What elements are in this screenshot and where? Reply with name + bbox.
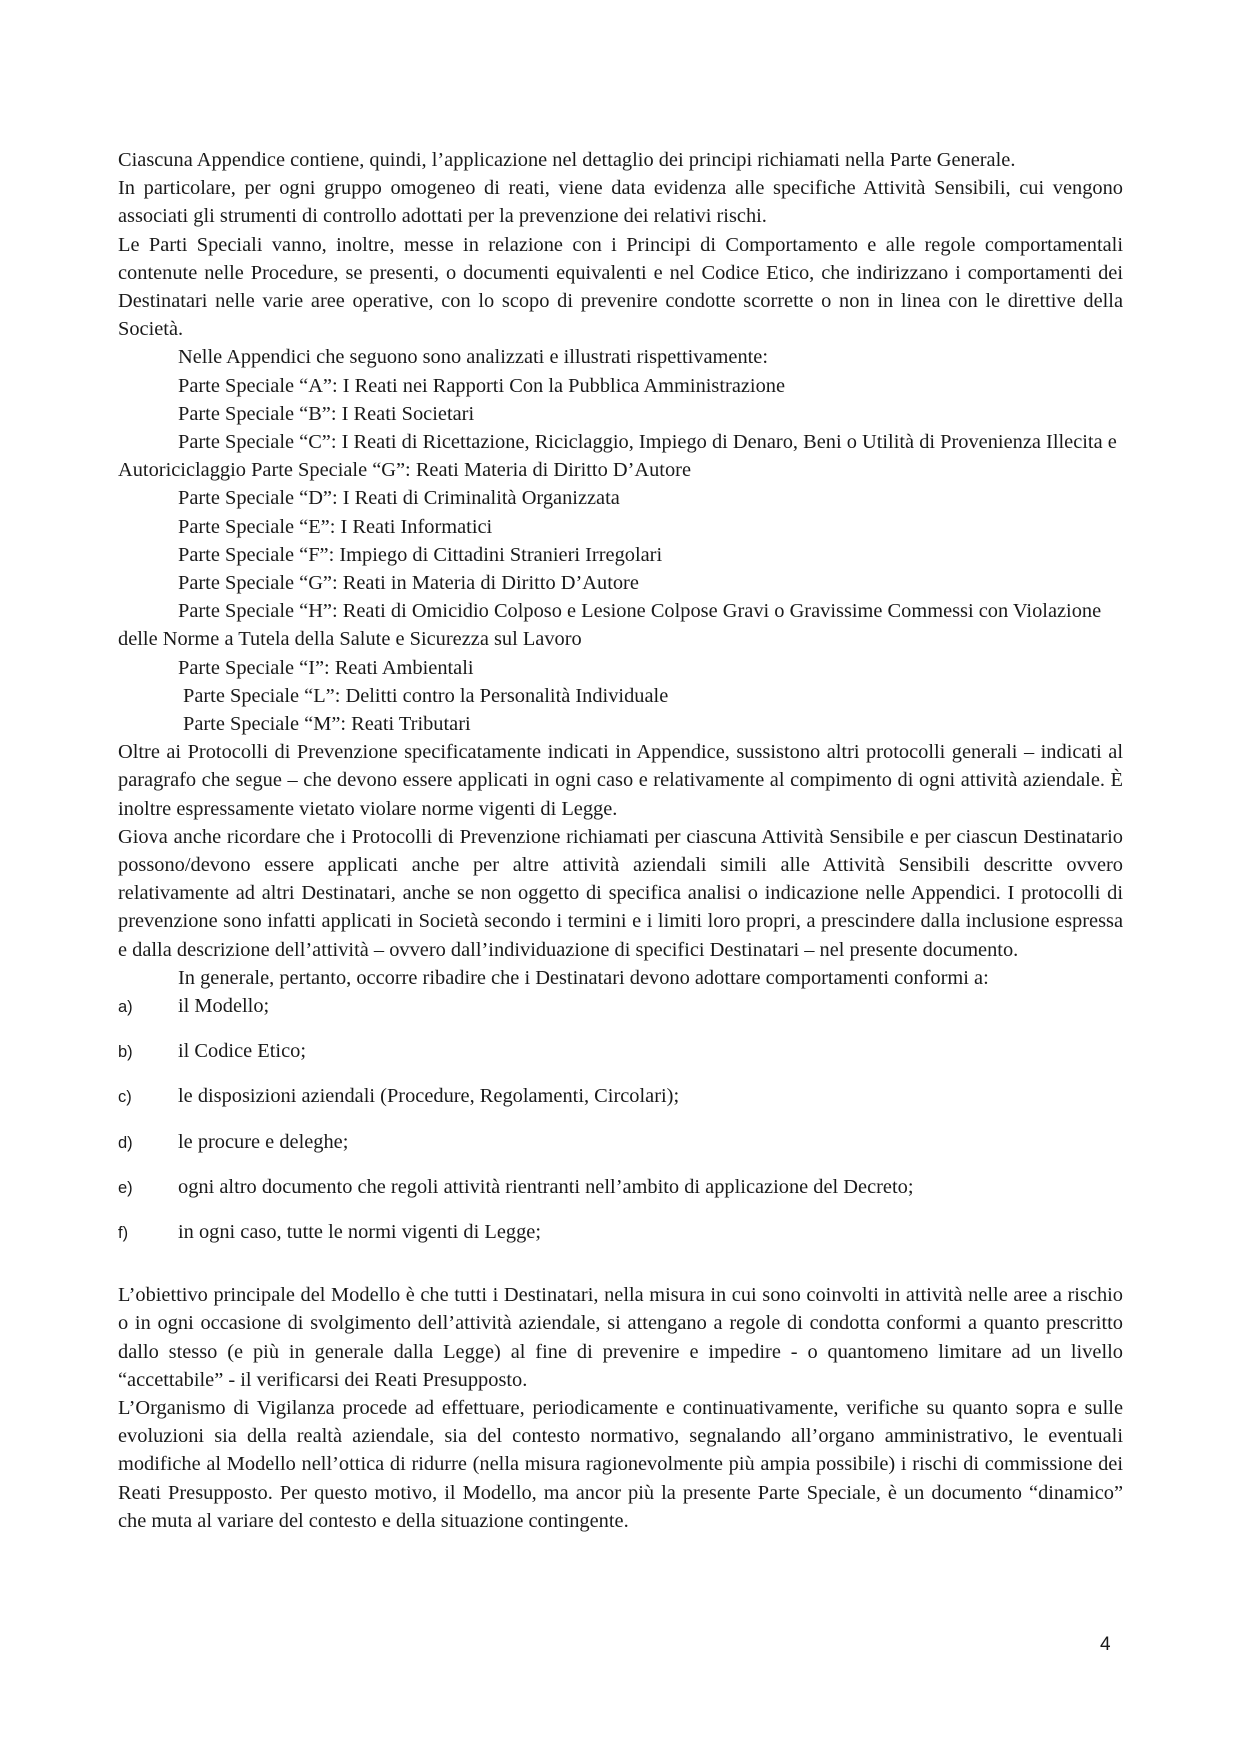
parte-speciale-l: Parte Speciale “L”: Delitti contro la Personalità Individuale [183, 684, 669, 707]
parte-speciale-i: Parte Speciale “I”: Reati Ambientali [178, 656, 474, 679]
list-item [118, 1128, 1123, 1156]
parte-speciale-g: Parte Speciale “G”: Reati in Materia di Diritto D’Autore [178, 572, 639, 595]
list-marker: a) [118, 998, 133, 1017]
list-marker: f) [118, 1224, 129, 1243]
list-marker: e) [118, 1178, 133, 1197]
paragraph: Le Parti Speciali vanno, inoltre, messe in relazione con i Principi di Comportamento e alle regole comportamentali contenute nelle Procedure, se presenti, o documenti equivalenti e nel Codice Etico, che indirizzano i comportamenti dei Destinatari nelle varie aree operative, con lo scopo di prevenire condotte scorrette o non in linea con le direttive della Società. [118, 233, 1123, 341]
paragraph: Oltre ai Protocolli di Prevenzione specificatamente indicati in Appendice, sussistono altri protocolli generali – indicati al paragrafo che segue – che devono essere applicati in ogni caso e relativamente al compimento di ogni attività aziendale. È inoltre espressamente vietato violare norme vigenti di Legge. [118, 741, 1123, 820]
list-item [118, 1082, 1123, 1110]
list-item-text: ogni altro documento che regoli attività rientranti nell’ambito di applicazione del Decreto; [178, 1175, 914, 1198]
list-item-text: le procure e deleghe; [178, 1130, 349, 1153]
list-intro: In generale, pertanto, occorre ribadire che i Destinatari devono adottare comportamenti conformi a: [178, 966, 989, 989]
spacer [118, 1246, 1123, 1281]
list-item-text: il Codice Etico; [178, 1040, 306, 1063]
parte-speciale-b: Parte Speciale “B”: I Reati Societari [178, 402, 475, 425]
list-item-text: il Modello; [178, 995, 270, 1018]
paragraph: Giova anche ricordare che i Protocolli di Prevenzione richiamati per ciascuna Attività Sensibile e per ciascun Destinatario possono/devono essere applicati anche per altre attività aziendali simili alle Attività Sensibili descritte ovvero relativamente ad altri Destinatari, anche se non oggetto di specifica analisi o indicazione nelle Appendici. I protocolli di prevenzione sono infatti applicati in Società secondo i termini e i limiti loro propri, a prescindere dalla inclusione espressa e dalla descrizione dell’attività – ovvero dall’individuazione di specifici Destinatari – nel presente documento. [118, 825, 1123, 961]
conformity-list [118, 992, 1123, 1246]
list-marker: c) [118, 1088, 132, 1107]
parte-speciale-h: Parte Speciale “H”: Reati di Omicidio Colposo e Lesione Colpose Gravi o Gravissime Commessi con Violazione delle Norme a Tutela della Salute e Sicurezza sul Lavoro [118, 600, 1102, 651]
parte-speciale-a: Parte Speciale “A”: I Reati nei Rapporti Con la Pubblica Amministrazione [178, 374, 786, 397]
parte-speciale-m: Parte Speciale “M”: Reati Tributari [183, 713, 471, 736]
parte-speciale-d: Parte Speciale “D”: I Reati di Criminalità Organizzata [178, 487, 620, 510]
paragraph: Ciascuna Appendice contiene, quindi, l’applicazione nel dettaglio dei principi richiamati nella Parte Generale. [118, 149, 1016, 171]
list-item-text: in ogni caso, tutte le normi vigenti di Legge; [178, 1221, 541, 1244]
list-item [118, 992, 1123, 1020]
list-item [118, 1173, 1123, 1201]
list-marker: d) [118, 1133, 133, 1152]
paragraph: L’obiettivo principale del Modello è che tutti i Destinatari, nella misura in cui sono coinvolti in attività nelle aree a rischio o in ogni occasione di svolgimento dell’attività aziendale, si attengano a regole di condotta conformi a quanto prescritto dallo stesso (e più in generale dalla Legge) al fine di prevenire e impedire - o quantomeno limitare ad un livello “accettabile” - il verificarsi dei Reati Presupposto. [118, 1284, 1123, 1391]
paragraph: In particolare, per ogni gruppo omogeneo di reati, viene data evidenza alle specifiche Attività Sensibili, cui vengono associati gli strumenti di controllo adottati per la prevenzione dei relativi rischi. [118, 177, 1123, 228]
parte-speciale-f: Parte Speciale “F”: Impiego di Cittadini Stranieri Irregolari [178, 543, 663, 566]
list-item [118, 1218, 1123, 1246]
appendix-intro: Nelle Appendici che seguono sono analizzati e illustrati rispettivamente: [178, 346, 769, 369]
parte-speciale-c: Parte Speciale “C”: I Reati di Ricettazione, Riciclaggio, Impiego di Denaro, Beni o Utilità di Provenienza Illecita e Autoriciclaggio Parte Speciale “G”: Reati Materia di Diritto D’Autore [118, 431, 1117, 482]
parte-speciale-e: Parte Speciale “E”: I Reati Informatici [178, 515, 493, 538]
paragraph: L’Organismo di Vigilanza procede ad effettuare, periodicamente e continuativamente, verifiche su quanto sopra e sulle evoluzioni sia della realtà aziendale, sia del contesto normativo, segnalando all’organo amministrativo, le eventuali modifiche al Modello nell’ottica di ridurre (nella misura ragionevolmente più ampia possibile) i rischi di commissione dei Reati Presupposto. Per questo motivo, il Modello, ma ancor più la presente Parte Speciale, è un documento “dinamico” che muta al variare del contesto e della situazione contingente. [118, 1397, 1123, 1532]
body-text [118, 146, 1123, 1535]
list-item-text: le disposizioni aziendali (Procedure, Regolamenti, Circolari); [178, 1085, 680, 1108]
list-item [118, 1037, 1123, 1065]
page-number: 4 [1100, 1634, 1111, 1655]
list-marker: b) [118, 1043, 133, 1062]
